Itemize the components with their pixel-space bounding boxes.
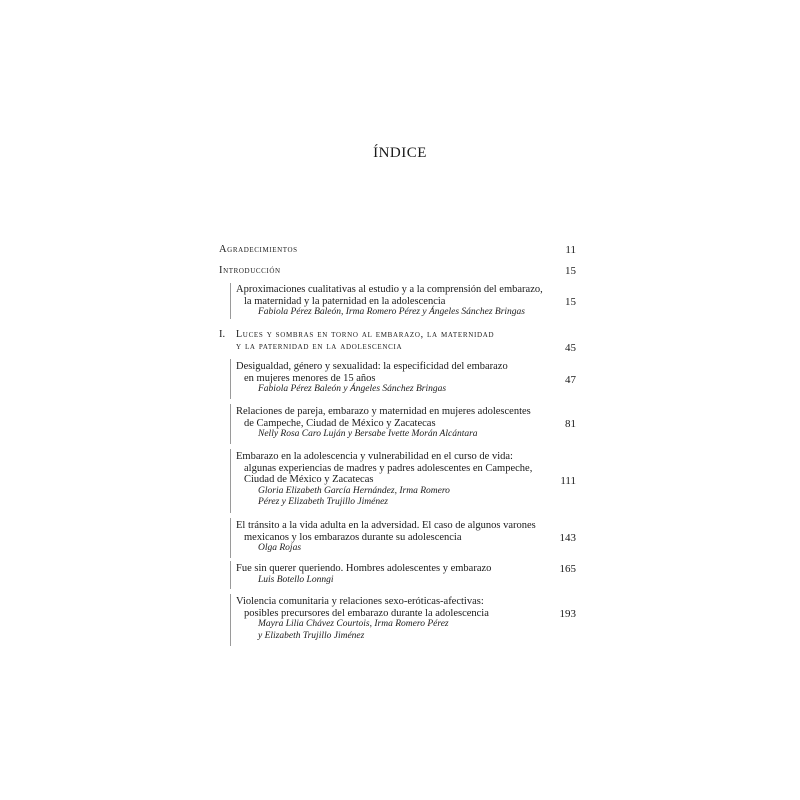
entry-author: y Elizabeth Trujillo Jiménez: [258, 630, 365, 641]
entry-title-line: Relaciones de pareja, embarazo y maternidad en mujeres adolescentes: [236, 406, 531, 417]
section-title-line: y la paternidad en la adolescencia: [236, 341, 403, 352]
entry-title-line: Ciudad de México y Zacatecas: [244, 474, 374, 485]
toc-entry-agradecimientos[interactable]: Agradecimientos: [219, 244, 298, 255]
section-number: I.: [219, 329, 226, 340]
page-number: 15: [565, 265, 576, 277]
entry-title-line: Fue sin querer queriendo. Hombres adolescentes y embarazo: [236, 563, 492, 574]
page-number: 11: [565, 244, 576, 256]
page-number: 165: [559, 563, 576, 575]
entry-title-line: Violencia comunitaria y relaciones sexo-eróticas-afectivas:: [236, 596, 484, 607]
entry-title-line: posibles precursores del embarazo durante la adolescencia: [244, 607, 489, 619]
entry-title-line: algunas experiencias de madres y padres adolescentes en Campeche,: [244, 462, 533, 474]
page-number: 47: [565, 374, 576, 386]
entry-author: Pérez y Elizabeth Trujillo Jiménez: [258, 497, 388, 507]
entry-author: Mayra Lilia Chávez Courtois, Irma Romero Pérez: [258, 619, 449, 629]
entry-title-line: El tránsito a la vida adulta en la adversidad. El caso de algunos varones: [236, 520, 536, 531]
page-number: 111: [560, 475, 576, 487]
entry-author: Nelly Rosa Caro Luján y Bersabe Ivette Morán Alcántara: [258, 429, 478, 439]
entry-title-line: mexicanos y los embarazos durante su adolescencia: [244, 531, 462, 543]
entry-title-line: Desigualdad, género y sexualidad: la especificidad del embarazo: [236, 361, 508, 372]
section-title-line: Luces y sombras en torno al embarazo, la maternidad: [236, 329, 495, 340]
entry-title-line: de Campeche, Ciudad de México y Zacatecas: [244, 417, 436, 429]
entry-author: Fabiola Pérez Baleón y Ángeles Sánchez Bringas: [258, 384, 447, 394]
entry-rule: [230, 594, 231, 646]
page-title: ÍNDICE: [373, 145, 427, 161]
entry-title-line: la maternidad y la paternidad en la adolescencia: [244, 295, 446, 307]
entry-author: Luis Botello Lonngi: [258, 574, 334, 585]
entry-title-line: Embarazo en la adolescencia y vulnerabilidad en el curso de vida:: [236, 451, 513, 462]
page-number: 45: [565, 342, 576, 354]
page-number: 81: [565, 418, 576, 430]
entry-title-line: en mujeres menores de 15 años: [244, 372, 376, 384]
toc-entry-introduccion[interactable]: Introducción: [219, 265, 281, 276]
page-number: 143: [559, 532, 576, 544]
page-number: 15: [565, 296, 576, 308]
page-number: 193: [559, 608, 576, 620]
entry-author: Olga Rojas: [258, 543, 302, 553]
entry-author: Gloria Elizabeth García Hernández, Irma Romero: [258, 485, 450, 496]
entry-title-line: Aproximaciones cualitativas al estudio y a la comprensión del embarazo,: [236, 284, 543, 295]
entry-author: Fabiola Pérez Baleón, Irma Romero Pérez y Ángeles Sánchez Bringas: [258, 307, 525, 317]
